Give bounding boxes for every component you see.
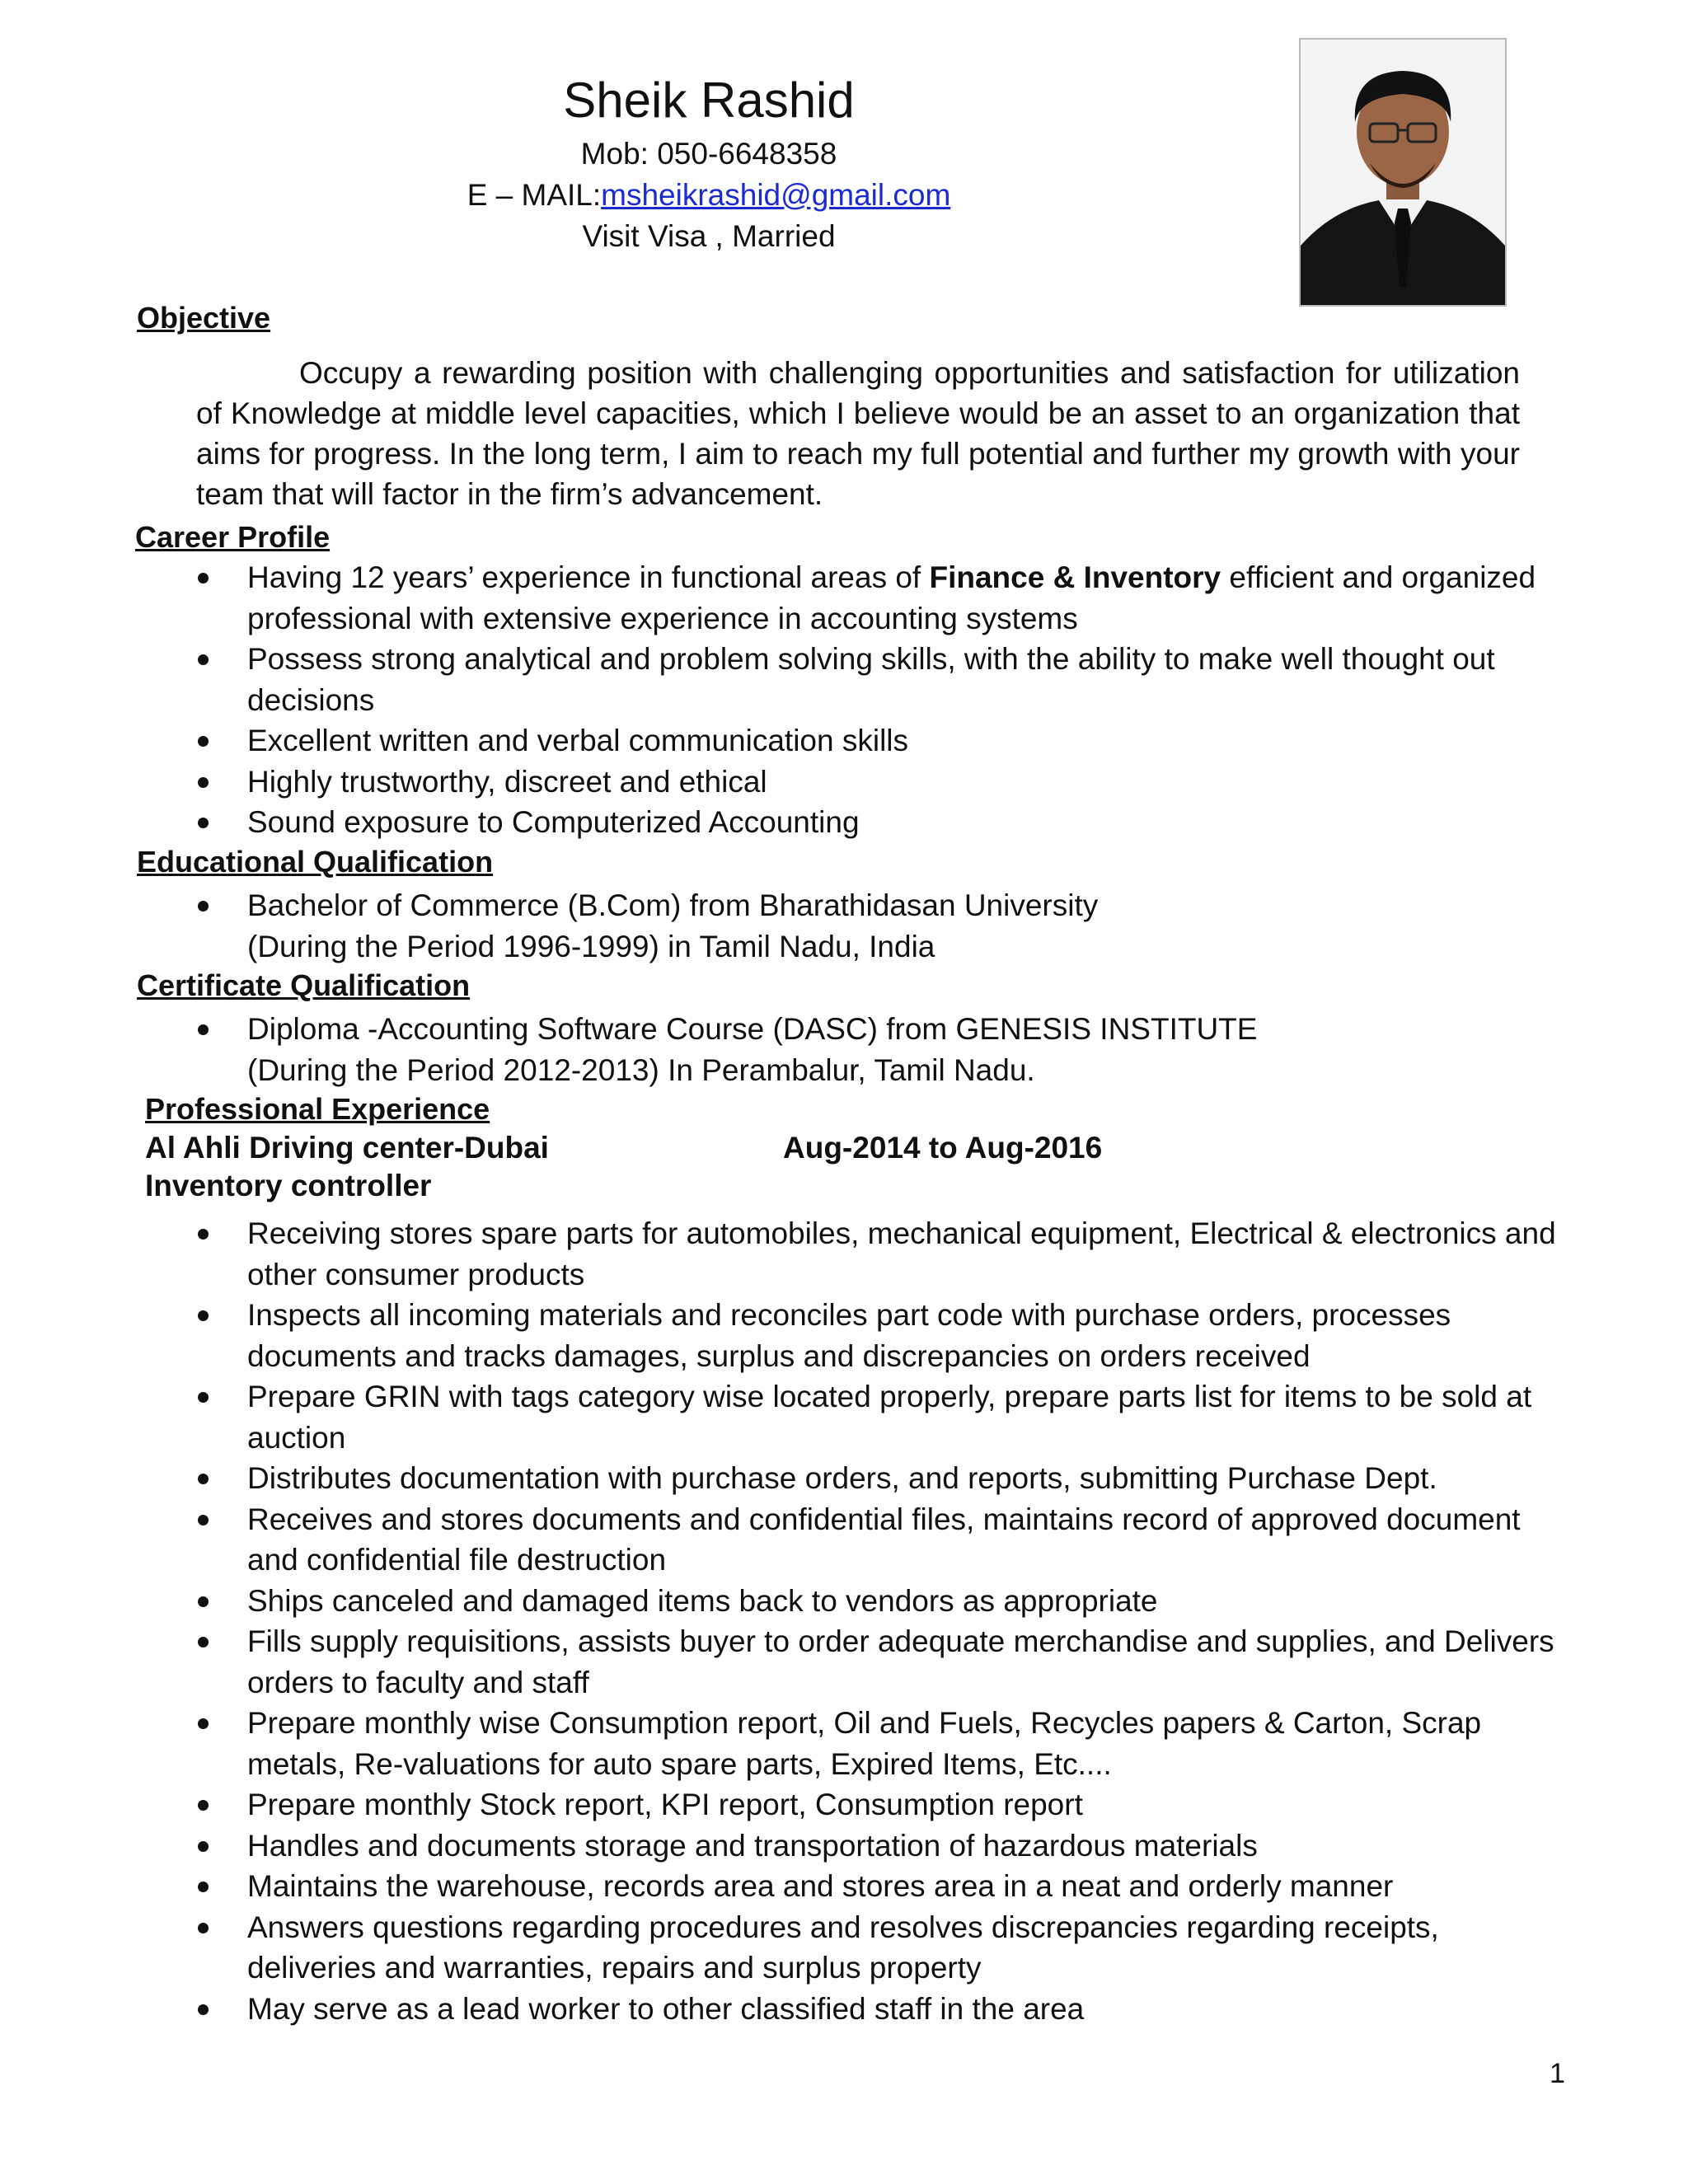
- education-period: (During the Period 1996-1999) in Tamil Nadu, India: [247, 930, 935, 963]
- list-item: Bachelor of Commerce (B.Com) from Bharathidasan University: [0, 885, 1566, 926]
- list-item: Fills supply requisitions, assists buyer to order adequate merchandise and supplies, and Delivers orders to faculty and staff: [0, 1621, 1566, 1703]
- person-portrait-icon: [1301, 40, 1505, 305]
- certificate-heading: Certificate Qualification: [137, 968, 471, 1002]
- list-item: Highly trustworthy, discreet and ethical: [0, 762, 1566, 803]
- page-number: 1: [1550, 2058, 1565, 2089]
- objective-heading: Objective: [137, 301, 271, 335]
- email-label: E – MAIL:: [467, 178, 602, 212]
- list-item: Prepare GRIN with tags category wise located properly, prepare parts list for items to be sold at auction: [0, 1376, 1566, 1458]
- list-item: Ships canceled and damaged items back to vendors as appropriate: [0, 1581, 1566, 1622]
- list-item: Receives and stores documents and confidential files, maintains record of approved document and confidential file destruction: [0, 1499, 1566, 1581]
- candidate-name: Sheik Rashid: [563, 73, 855, 128]
- list-item: Excellent written and verbal communication skills: [0, 720, 1566, 762]
- certificate-list: [0, 1009, 1566, 1050]
- email-line: [346, 175, 1071, 216]
- education-heading: Educational Qualification: [137, 845, 494, 879]
- list-item: Receiving stores spare parts for automobiles, mechanical equipment, Electrical & electronics and other consumer products: [0, 1213, 1566, 1295]
- responsibilities-list: [0, 1213, 1566, 2029]
- list-item: Having 12 years’ experience in functional areas of Finance & Inventory efficient and organized professional with extensive experience in accounting systems: [0, 557, 1566, 639]
- list-item: Answers questions regarding procedures and resolves discrepancies regarding receipts, deliveries and warranties, repairs and surplus property: [0, 1907, 1566, 1989]
- objective-text: [196, 353, 1520, 514]
- career-profile-heading: Career Profile: [135, 520, 331, 554]
- list-item: Prepare monthly wise Consumption report, Oil and Fuels, Recycles papers & Carton, Scrap metals, Re-valuations for auto spare parts, Expired Items, Etc....: [0, 1703, 1566, 1784]
- finance-inventory-highlight: Finance & Inventory: [929, 560, 1221, 594]
- career-profile-list: [0, 557, 1566, 843]
- list-item: Maintains the warehouse, records area and stores area in a neat and orderly manner: [0, 1866, 1566, 1907]
- mobile-number: Mob: 050-6648358: [580, 137, 837, 171]
- list-item: May serve as a lead worker to other classified staff in the area: [0, 1989, 1566, 2030]
- list-item: Sound exposure to Computerized Accounting: [0, 802, 1566, 843]
- objective-body: Occupy a rewarding position with challenging opportunities and satisfaction for utilization of Knowledge at middle level capacities, which I believe would be an asset to an organization that aims for progress. In the long term, I aim to reach my full potential and further my growth with your team that will factor in the firm’s advancement.: [196, 356, 1520, 511]
- list-item: Distributes documentation with purchase orders, and reports, submitting Purchase Dept.: [0, 1458, 1566, 1499]
- contact-header: [346, 68, 1071, 257]
- company-name: Al Ahli Driving center-Dubai: [145, 1131, 549, 1165]
- job-role: Inventory controller: [145, 1169, 432, 1202]
- visa-marital-status: Visit Visa , Married: [582, 219, 836, 253]
- email-link[interactable]: msheikrashid@gmail.com: [601, 178, 951, 212]
- employment-dates: Aug-2014 to Aug-2016: [783, 1131, 1103, 1165]
- profile-photo: [1299, 38, 1507, 307]
- certificate-period: (During the Period 2012-2013) In Perambalur, Tamil Nadu.: [247, 1053, 1035, 1087]
- experience-heading: Professional Experience: [145, 1092, 490, 1126]
- list-item: Prepare monthly Stock report, KPI report, Consumption report: [0, 1784, 1566, 1825]
- list-item: Inspects all incoming materials and reconciles part code with purchase orders, processes documents and tracks damages, surplus and discrepancies on orders received: [0, 1295, 1566, 1376]
- list-item: Handles and documents storage and transportation of hazardous materials: [0, 1825, 1566, 1867]
- list-item: Possess strong analytical and problem solving skills, with the ability to make well thought out decisions: [0, 639, 1566, 720]
- list-item: Diploma -Accounting Software Course (DASC) from GENESIS INSTITUTE: [0, 1009, 1566, 1050]
- education-list: [0, 885, 1566, 926]
